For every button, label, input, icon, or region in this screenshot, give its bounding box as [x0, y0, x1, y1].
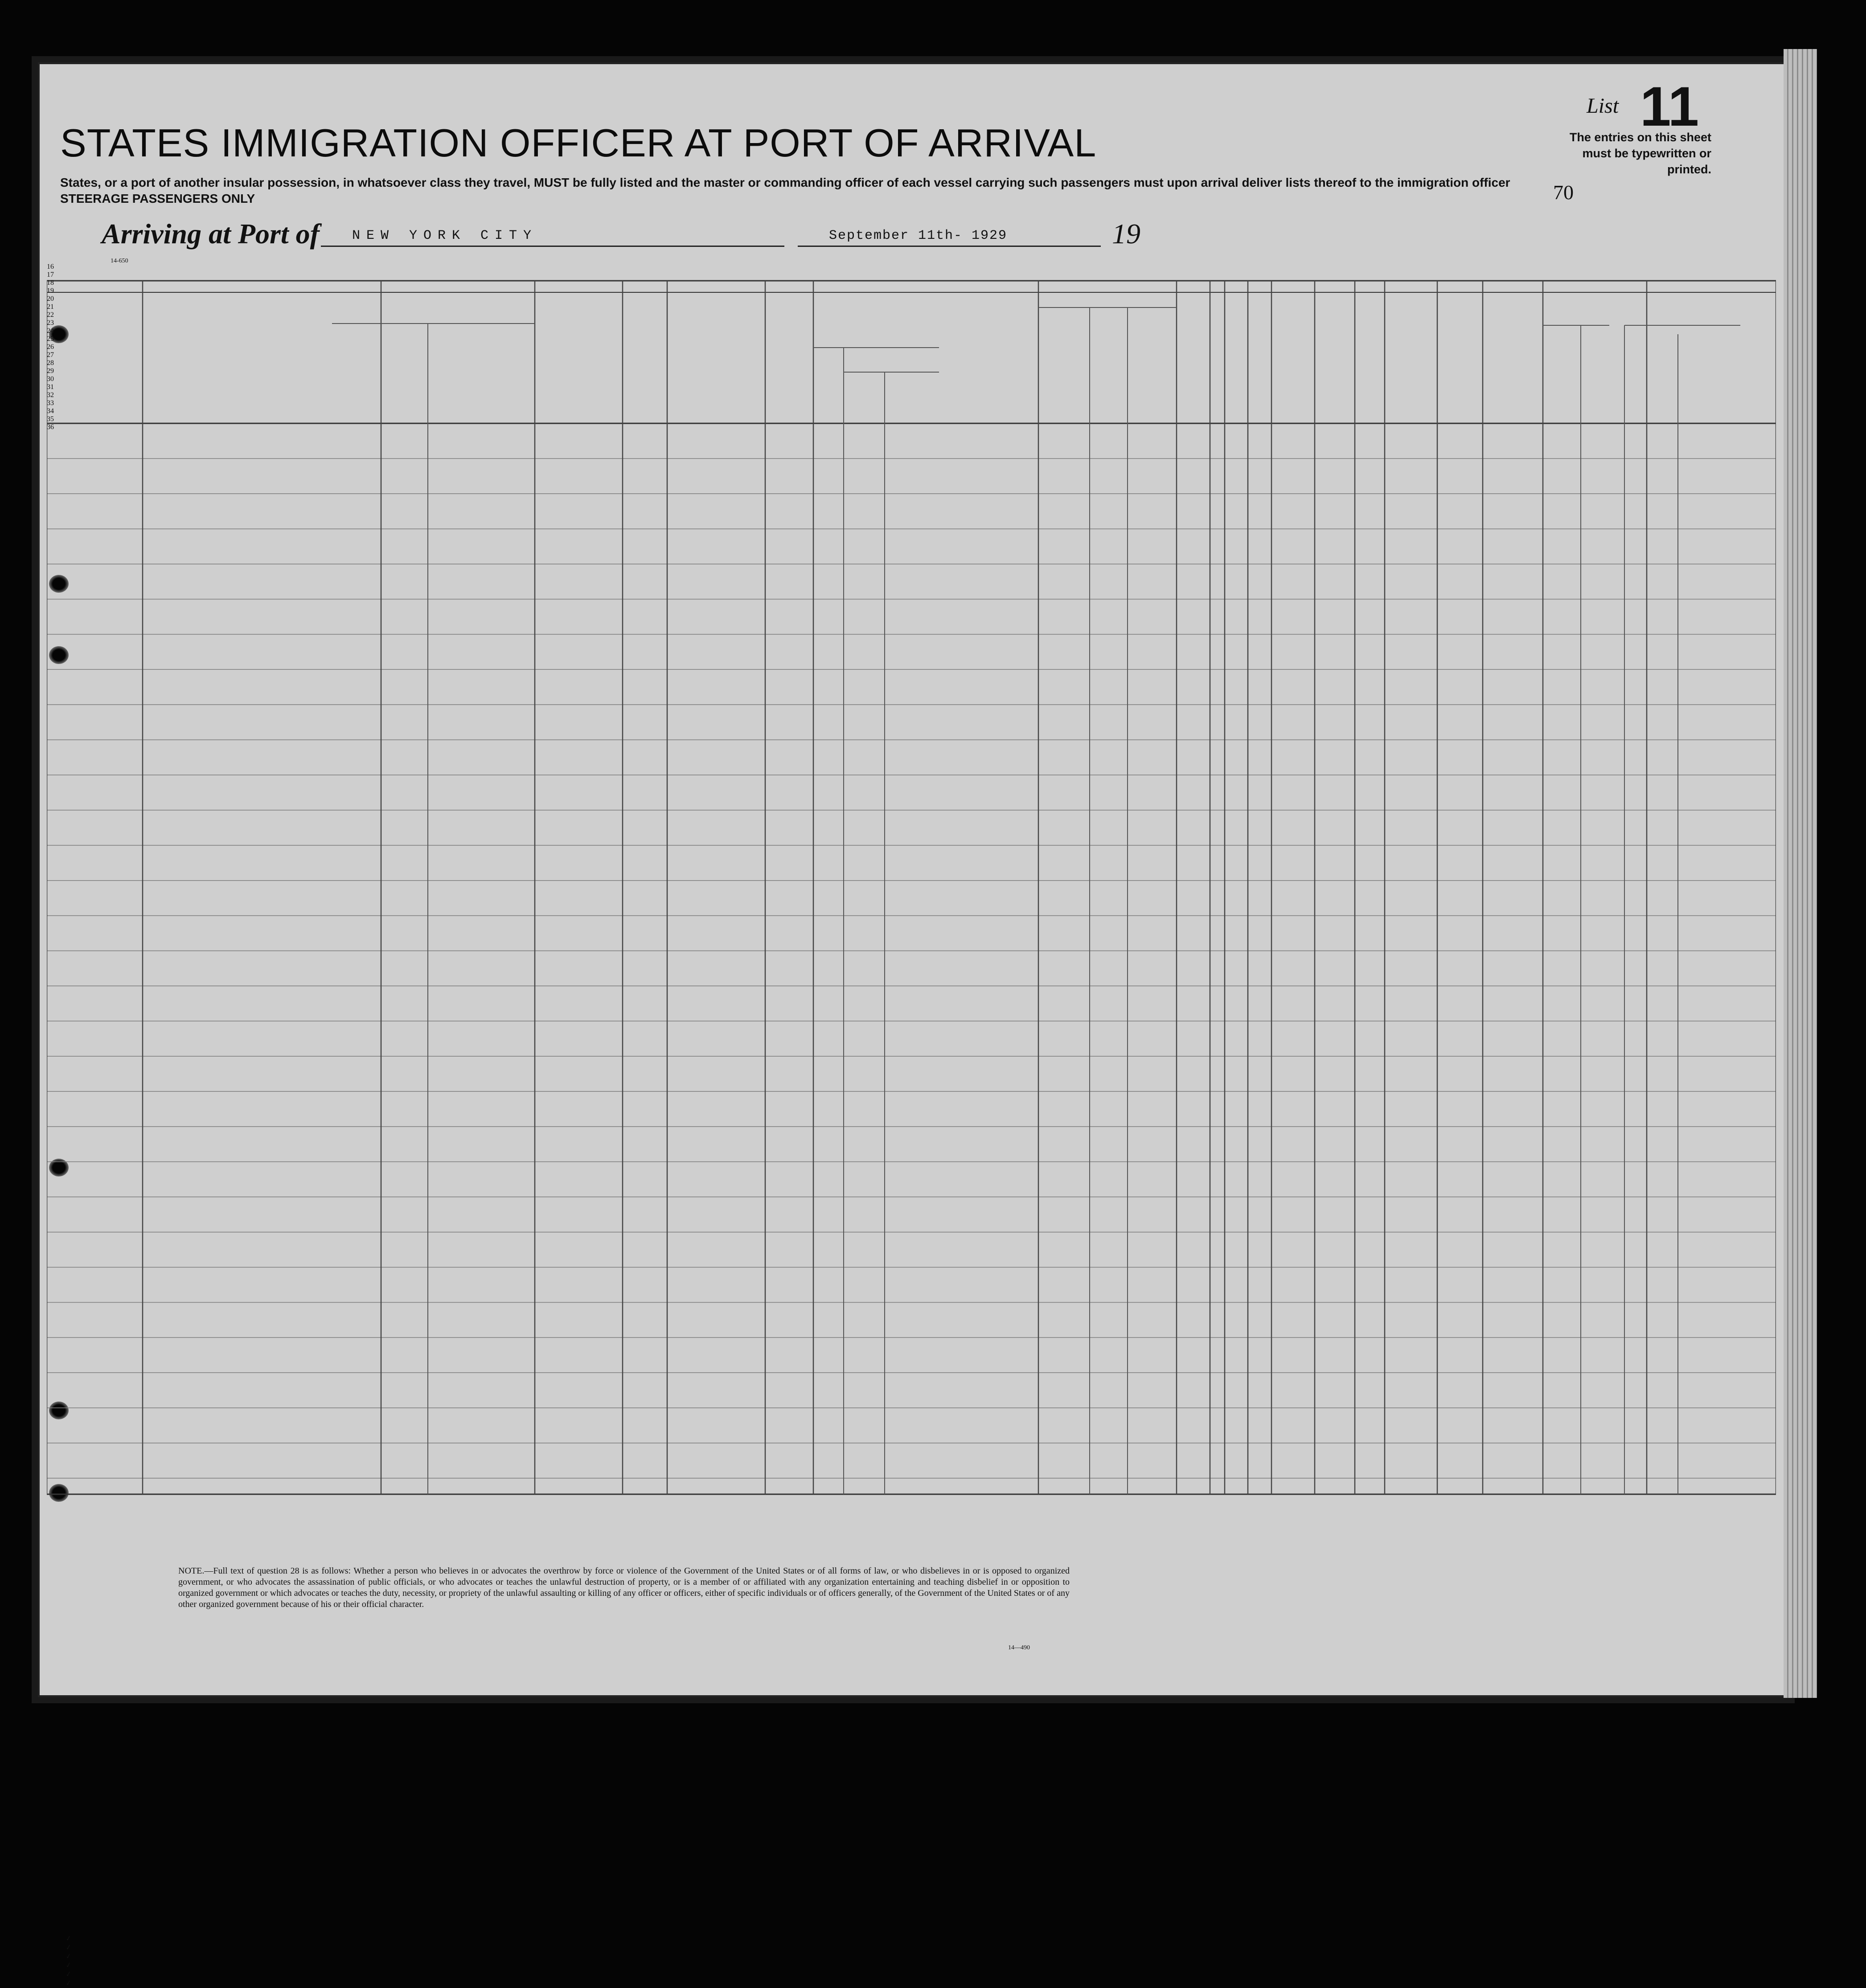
page-stack-edge — [1784, 49, 1817, 1698]
column-number: 28 — [47, 359, 54, 367]
check-mark-icon: ✓ — [65, 1970, 73, 1979]
subtitle-text: States, or a port of another insular possession, in whatsoever class they travel, MUST be fully listed and the master or commanding officer of each vessel carrying such passengers must upon arrival deliver lists thereof to the immigration officer — [60, 176, 1510, 189]
column-header-vertical — [47, 1274, 68, 1394]
column-number: 36 — [47, 423, 54, 431]
port-underline — [321, 246, 784, 247]
list-label: List — [1587, 94, 1619, 118]
column-number: 18 — [47, 279, 54, 287]
column-header-vertical — [47, 672, 96, 792]
column-header-vertical — [47, 1153, 60, 1274]
column-number: 16 — [47, 263, 54, 271]
column-number: 20 — [47, 295, 54, 303]
date-underline — [798, 246, 1101, 247]
arriving-label: Arriving at Port of — [102, 218, 320, 250]
column-number: 35 — [47, 415, 54, 423]
column-number: 17 — [47, 271, 54, 279]
column-number: 21 — [47, 303, 54, 311]
column-number: 29 — [47, 367, 54, 375]
class-note: STEERAGE PASSENGERS ONLY — [60, 192, 255, 205]
column-number: 26 — [47, 343, 54, 351]
column-header-vertical — [47, 431, 82, 552]
column-header-vertical — [47, 792, 82, 913]
column-number: 30 — [47, 375, 54, 383]
column-number: 24 — [47, 327, 54, 335]
column-number: 31 — [47, 383, 54, 391]
column-number: 32 — [47, 391, 54, 399]
form-code: 14-650 — [111, 258, 128, 264]
column-header-vertical — [47, 552, 70, 672]
form-subtitle — [60, 175, 1531, 207]
column-number: 33 — [47, 399, 54, 407]
check-mark-icon: ✓ — [65, 1979, 73, 1988]
arrival-year: 19 — [1112, 218, 1140, 250]
column-number: 25 — [47, 335, 54, 343]
list-number: 11 — [1640, 76, 1699, 138]
form-title: STATES IMMIGRATION OFFICER AT PORT OF ARRIVAL — [60, 121, 1097, 165]
footnote-form-code: 14—490 — [1008, 1644, 1030, 1651]
column-number: 22 — [47, 311, 54, 319]
check-mark-icon: ✓ — [65, 1952, 73, 1961]
typewritten-instruction: The entries on this sheet must be typewritten or printed. — [1569, 131, 1711, 176]
check-mark-icon: ✓ — [65, 1961, 73, 1970]
check-mark-icon: ✓ — [65, 1934, 73, 1943]
column-header-vertical — [47, 1635, 84, 1755]
column-number: 34 — [47, 407, 54, 415]
column-header-vertical — [47, 1033, 77, 1153]
column-header-vertical — [47, 1394, 68, 1514]
column-header-vertical — [47, 1514, 88, 1635]
sheet-number: 70 — [1553, 181, 1574, 204]
column-number: 23 — [47, 319, 54, 327]
footnote-question-28: NOTE.—Full text of question 28 is as follows: Whether a person who believes in or advocates the overthrow by force or violence of the Government of the United States or of all forms of law, or who disbelieves in or is opposed to organized government, or who advocates the assassination of public officials, or who advocates or teaches the unlawful destruction of property, or is a member of or affiliated with any organization entertaining and teaching disbelief in or opposition to organized government or which advocates or teaches the duty, necessity, or propriety of the unlawful assaulting or killing of any officer or officers, either of specific individuals or of officers generally, of the Government of the United States or of any other organized government because of his or their official character. — [178, 1566, 1070, 1609]
column-header-vertical — [47, 913, 91, 1033]
arrival-port: NEW YORK CITY — [352, 228, 538, 243]
check-mark-icon: ✓ — [65, 1943, 73, 1952]
arrival-date: September 11th- 1929 — [829, 228, 1008, 243]
column-number: 19 — [47, 287, 54, 295]
column-number: 27 — [47, 351, 54, 359]
